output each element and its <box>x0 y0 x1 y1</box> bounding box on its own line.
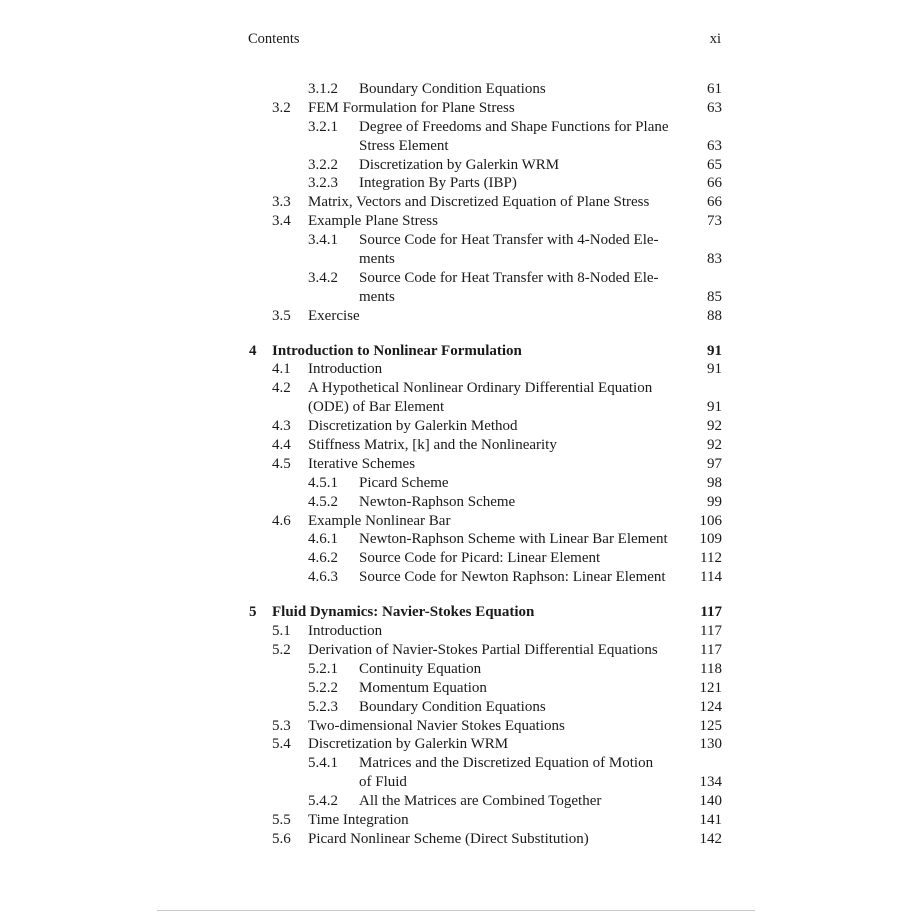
entry-number: 3.2.3 <box>308 175 338 192</box>
toc-entry[interactable] <box>249 137 722 156</box>
toc-entry[interactable] <box>249 269 722 288</box>
page-bottom-divider <box>157 910 755 911</box>
toc-entry[interactable] <box>249 288 722 307</box>
entry-number: 5.4.2 <box>308 793 338 810</box>
entry-page-number: 141 <box>699 811 722 828</box>
dot-leader <box>364 307 689 326</box>
dot-leader <box>521 174 689 193</box>
entry-page-number: 83 <box>707 251 722 268</box>
dot-leader <box>453 474 689 493</box>
toc-entry[interactable] <box>249 641 722 660</box>
entry-number: 3.1.2 <box>308 81 338 97</box>
entry-number: 5.4.1 <box>308 755 338 772</box>
toc-entry[interactable] <box>249 530 722 549</box>
entry-page-number: 88 <box>707 307 722 324</box>
dot-leader <box>569 717 689 736</box>
entry-page-number: 98 <box>707 474 722 491</box>
entry-title[interactable]: Source Code for Newton Raphson: Linear Element <box>359 569 666 586</box>
dot-leader <box>519 493 689 512</box>
entry-title[interactable]: Two-dimensional Navier Stokes Equations <box>308 717 565 734</box>
entry-number: 3.2.2 <box>308 156 338 173</box>
entry-title[interactable]: Source Code for Picard: Linear Element <box>359 550 601 567</box>
entry-number: 3.5 <box>272 307 291 324</box>
entry-page-number: 112 <box>700 550 722 567</box>
entry-page-number: 63 <box>707 137 722 154</box>
entry-number: 3.2.1 <box>308 118 338 135</box>
dot-leader <box>491 679 689 698</box>
toc-entry[interactable] <box>249 792 722 811</box>
entry-page-number: 134 <box>699 774 722 791</box>
entry-title[interactable]: Boundary Condition Equations <box>359 698 546 715</box>
dot-leader <box>399 288 689 307</box>
dot-leader <box>485 660 689 679</box>
entry-title[interactable]: FEM Formulation for Plane Stress <box>308 99 515 116</box>
entry-number: 4.5 <box>272 455 291 472</box>
entry-page-number: 63 <box>707 99 722 116</box>
toc-entry[interactable] <box>249 811 722 830</box>
toc-entry[interactable] <box>249 398 722 417</box>
entry-page-number: 125 <box>699 717 722 734</box>
toc-entry[interactable] <box>249 773 722 792</box>
toc-entry[interactable] <box>249 307 722 326</box>
toc-entry[interactable] <box>249 250 722 269</box>
entry-title[interactable]: Boundary Condition Equations <box>359 81 546 97</box>
entry-page-number: 61 <box>707 81 722 97</box>
dot-leader <box>550 698 689 717</box>
dot-leader <box>519 99 689 118</box>
table-of-contents <box>249 80 722 849</box>
entry-number: 5.4 <box>272 736 291 753</box>
entry-number: 3.4.1 <box>308 232 338 249</box>
dot-leader <box>413 811 689 830</box>
dot-leader <box>386 622 689 641</box>
toc-entry[interactable] <box>249 99 722 118</box>
dot-leader <box>550 80 689 99</box>
entry-number: 4.5.2 <box>308 493 338 510</box>
toc-entry[interactable] <box>249 174 722 193</box>
entry-title[interactable]: A Hypothetical Nonlinear Ordinary Differential Equation <box>308 380 653 397</box>
entry-page-number: 65 <box>707 156 722 173</box>
toc-entry[interactable] <box>249 754 722 773</box>
entry-page-number: 130 <box>699 736 722 753</box>
entry-number: 3.4 <box>272 213 291 230</box>
dot-leader <box>419 455 689 474</box>
toc-entry[interactable] <box>249 379 722 398</box>
entry-page-number: 114 <box>700 569 722 586</box>
toc-entry[interactable] <box>249 231 722 250</box>
dot-leader <box>386 360 689 379</box>
entry-title[interactable]: Matrices and the Discretized Equation of Motion <box>359 755 654 772</box>
entry-page-number: 85 <box>707 288 722 305</box>
entry-page-number: 66 <box>707 194 722 211</box>
entry-title[interactable]: Stress Element <box>359 137 449 154</box>
entry-page-number: 92 <box>707 437 722 454</box>
entry-title[interactable]: All the Matrices are Combined Together <box>359 793 602 810</box>
entry-page-number: 97 <box>707 455 722 472</box>
entry-title[interactable]: Matrix, Vectors and Discretized Equation of Plane Stress <box>308 194 650 211</box>
dot-leader <box>399 250 689 269</box>
toc-entry[interactable] <box>249 568 722 587</box>
entry-title[interactable]: Stiffness Matrix, [k] and the Nonlinearity <box>308 437 557 454</box>
entry-title[interactable]: Source Code for Heat Transfer with 4-Noded Ele- <box>359 232 659 249</box>
running-header-title: Contents <box>248 31 300 47</box>
entry-page-number: 73 <box>707 213 722 230</box>
toc-entry[interactable] <box>249 212 722 231</box>
entry-title[interactable]: Discretization by Galerkin Method <box>308 418 518 435</box>
entry-title[interactable]: ments <box>359 288 395 305</box>
toc-entry[interactable] <box>249 698 722 717</box>
toc-entry[interactable] <box>249 679 722 698</box>
entry-page-number: 117 <box>700 623 722 640</box>
entry-page-number: 117 <box>700 604 722 621</box>
entry-number: 5.2 <box>272 641 291 658</box>
dot-leader <box>454 512 689 531</box>
entry-page-number: 117 <box>700 641 722 658</box>
dot-leader <box>453 137 689 156</box>
entry-number: 5.2.1 <box>308 660 338 677</box>
toc-entry[interactable] <box>249 193 722 212</box>
entry-number: 5.5 <box>272 811 291 828</box>
entry-number: 5.1 <box>272 623 291 640</box>
entry-page-number: 91 <box>707 361 722 378</box>
dot-leader <box>411 773 689 792</box>
entry-number: 4.6 <box>272 512 291 529</box>
entry-number: 5.6 <box>272 830 291 847</box>
dot-leader <box>522 417 689 436</box>
toc-entry[interactable] <box>249 735 722 754</box>
entry-number: 4.6.1 <box>308 531 338 548</box>
toc-entry[interactable] <box>249 717 722 736</box>
dot-leader <box>563 156 689 175</box>
entry-number: 4.5.1 <box>308 474 338 491</box>
entry-title[interactable]: Example Nonlinear Bar <box>308 512 451 529</box>
entry-number: 4.4 <box>272 437 291 454</box>
entry-title[interactable]: Discretization by Galerkin WRM <box>308 736 509 753</box>
toc-entry[interactable] <box>249 660 722 679</box>
entry-title[interactable]: Discretization by Galerkin WRM <box>359 156 560 173</box>
entry-number: 5.2.2 <box>308 679 338 696</box>
toc-entry[interactable] <box>249 512 722 531</box>
entry-title[interactable]: Fluid Dynamics: Navier-Stokes Equation <box>272 604 535 621</box>
dot-leader <box>593 830 689 849</box>
entry-number: 3.4.2 <box>308 269 338 286</box>
entry-title[interactable]: Derivation of Navier-Stokes Partial Differential Equations <box>308 641 658 658</box>
toc-entry[interactable] <box>249 436 722 455</box>
entry-number: 4.2 <box>272 380 291 397</box>
entry-title[interactable]: Continuity Equation <box>359 660 482 677</box>
entry-number: 5 <box>249 604 257 621</box>
toc-entry[interactable] <box>249 156 722 175</box>
entry-title[interactable]: Introduction <box>308 623 383 640</box>
entry-title[interactable]: Time Integration <box>308 811 409 828</box>
entry-title[interactable]: (ODE) of Bar Element <box>308 399 445 416</box>
entry-title[interactable]: of Fluid <box>359 774 407 791</box>
entry-page-number: 140 <box>699 793 722 810</box>
entry-title[interactable]: Exercise <box>308 307 360 324</box>
toc-chapter-entry[interactable] <box>249 342 722 361</box>
entry-title[interactable]: Picard Nonlinear Scheme (Direct Substitution) <box>308 830 589 847</box>
entry-title[interactable]: Picard Scheme <box>359 474 449 491</box>
toc-entry[interactable] <box>249 455 722 474</box>
entry-number: 4.1 <box>272 361 291 378</box>
entry-page-number: 92 <box>707 418 722 435</box>
entry-page-number: 99 <box>707 493 722 510</box>
entry-number: 5.3 <box>272 717 291 734</box>
entry-title[interactable]: Integration By Parts (IBP) <box>359 175 517 192</box>
dot-leader <box>604 549 689 568</box>
entry-title[interactable]: Introduction <box>308 361 383 378</box>
entry-page-number: 66 <box>707 175 722 192</box>
toc-chapter-entry[interactable] <box>249 603 722 622</box>
entry-title[interactable]: Newton-Raphson Scheme <box>359 493 516 510</box>
entry-title[interactable]: Introduction to Nonlinear Formulation <box>272 342 522 359</box>
dot-leader <box>442 212 689 231</box>
entry-number: 4.6.3 <box>308 569 338 586</box>
dot-leader <box>653 193 689 212</box>
toc-entry[interactable] <box>249 622 722 641</box>
entry-number: 4.6.2 <box>308 550 338 567</box>
entry-number: 4 <box>249 342 257 359</box>
toc-entry[interactable] <box>249 360 722 379</box>
entry-page-number: 124 <box>699 698 722 715</box>
toc-entry[interactable] <box>249 493 722 512</box>
entry-title[interactable]: Source Code for Heat Transfer with 8-Noded Ele- <box>359 269 659 286</box>
entry-number: 4.3 <box>272 418 291 435</box>
toc-entry[interactable] <box>249 80 722 99</box>
toc-entry[interactable] <box>249 417 722 436</box>
entry-page-number: 121 <box>699 679 722 696</box>
dot-leader <box>448 398 689 417</box>
entry-title[interactable]: Newton-Raphson Scheme with Linear Bar Element <box>359 531 668 548</box>
page-number: xi <box>709 31 721 47</box>
entry-title[interactable]: Example Plane Stress <box>308 213 438 230</box>
entry-number: 3.2 <box>272 99 291 116</box>
entry-title[interactable]: ments <box>359 251 395 268</box>
entry-page-number: 91 <box>707 399 722 416</box>
entry-page-number: 109 <box>699 531 722 548</box>
toc-entry[interactable] <box>249 549 722 568</box>
entry-number: 5.2.3 <box>308 698 338 715</box>
dot-leader <box>561 436 689 455</box>
entry-page-number: 106 <box>699 512 722 529</box>
toc-entry[interactable] <box>249 474 722 493</box>
toc-entry[interactable] <box>249 118 722 137</box>
dot-leader <box>605 792 689 811</box>
entry-number: 3.3 <box>272 194 291 211</box>
entry-title[interactable]: Iterative Schemes <box>308 455 416 472</box>
toc-entry[interactable] <box>249 830 722 849</box>
entry-page-number: 118 <box>700 660 722 677</box>
entry-page-number: 142 <box>699 830 722 847</box>
entry-title[interactable]: Degree of Freedoms and Shape Functions for Plane <box>359 118 669 135</box>
entry-page-number: 91 <box>707 342 722 359</box>
entry-title[interactable]: Momentum Equation <box>359 679 487 696</box>
dot-leader <box>512 735 689 754</box>
